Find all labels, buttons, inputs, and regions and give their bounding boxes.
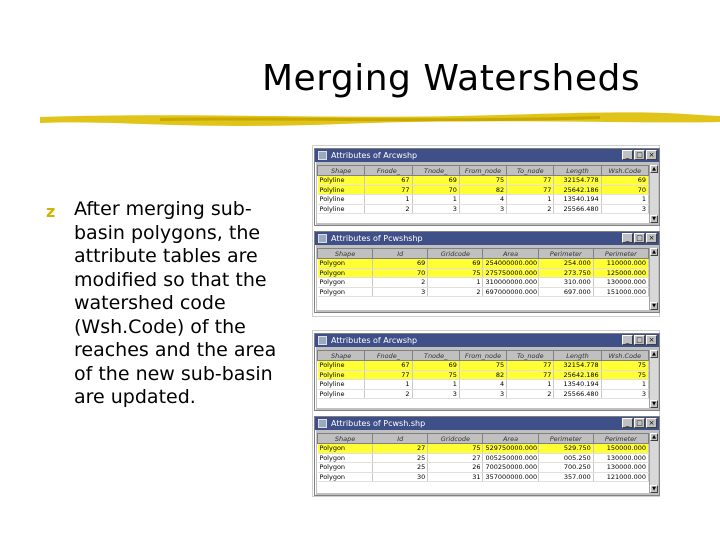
table-cell[interactable]: 75 <box>601 361 648 371</box>
column-header[interactable]: Gridcode <box>428 434 483 444</box>
column-header[interactable]: Perimeter <box>593 249 648 259</box>
table-cell[interactable]: 275750000.000 <box>483 268 538 278</box>
column-header[interactable]: Length <box>554 351 601 361</box>
maximize-button[interactable]: □ <box>634 150 645 160</box>
scroll-up-icon[interactable]: ▲ <box>650 350 658 358</box>
column-header[interactable]: Id <box>373 249 428 259</box>
table-cell[interactable]: 110000.000 <box>593 259 648 269</box>
table-cell[interactable]: 69 <box>373 259 428 269</box>
attributes-window-polys-before[interactable] <box>314 231 660 313</box>
table-cell[interactable]: Polygon <box>318 463 373 473</box>
table-cell[interactable]: 1 <box>507 195 554 205</box>
table-header-row <box>318 249 649 259</box>
column-header[interactable]: Shape <box>318 434 373 444</box>
table-row[interactable] <box>318 444 649 454</box>
window-title: Attributes of Pcwsh.shp <box>331 419 426 428</box>
table-cell[interactable]: Polyline <box>318 361 365 371</box>
table-cell[interactable]: 1 <box>601 380 648 390</box>
close-button[interactable]: × <box>646 335 657 345</box>
table-cell[interactable]: 25 <box>373 453 428 463</box>
close-button[interactable]: × <box>646 150 657 160</box>
maximize-button[interactable]: □ <box>634 418 645 428</box>
table-cell[interactable]: 77 <box>507 185 554 195</box>
minimize-button[interactable]: _ <box>622 418 633 428</box>
scroll-up-icon[interactable]: ▲ <box>650 165 658 173</box>
table-cell[interactable]: 77 <box>507 176 554 186</box>
table-cell[interactable]: 82 <box>459 185 506 195</box>
table-cell[interactable]: 31 <box>428 472 483 482</box>
table-cell[interactable]: 69 <box>428 259 483 269</box>
column-header[interactable]: Perimeter <box>593 434 648 444</box>
table-cell[interactable]: 26 <box>428 463 483 473</box>
table-row[interactable] <box>318 195 649 205</box>
scroll-up-icon[interactable]: ▲ <box>650 248 658 256</box>
table-cell[interactable]: 25566.480 <box>554 389 601 399</box>
table-cell[interactable]: 130000.000 <box>593 278 648 288</box>
column-header[interactable]: Area <box>483 249 538 259</box>
table-cell[interactable]: 77 <box>507 361 554 371</box>
table-cell[interactable]: 25642.186 <box>554 370 601 380</box>
table-cell[interactable]: Polyline <box>318 185 365 195</box>
table-row[interactable] <box>318 287 649 297</box>
table-cell[interactable]: 75 <box>459 361 506 371</box>
window-title: Attributes of Arcwshp <box>331 336 418 345</box>
table-cell[interactable]: 82 <box>459 370 506 380</box>
minimize-button[interactable]: _ <box>622 233 633 243</box>
attributes-window-arcs-after[interactable] <box>314 333 660 411</box>
table-cell[interactable]: 1 <box>507 380 554 390</box>
table-cell[interactable]: 529750000.000 <box>483 444 538 454</box>
table-cell[interactable]: 70 <box>601 185 648 195</box>
minimize-button[interactable]: _ <box>622 150 633 160</box>
table-cell[interactable]: 67 <box>365 176 412 186</box>
vertical-scrollbar[interactable] <box>649 165 658 223</box>
table-cell[interactable]: Polygon <box>318 268 373 278</box>
table-cell[interactable]: 75 <box>412 370 459 380</box>
table-cell[interactable]: 3 <box>412 204 459 214</box>
table-cell[interactable]: 151000.000 <box>593 287 648 297</box>
table-cell[interactable]: 1 <box>412 380 459 390</box>
column-header[interactable]: From_node <box>459 166 506 176</box>
table-row[interactable] <box>318 185 649 195</box>
table-row[interactable] <box>318 389 649 399</box>
table-cell[interactable]: 3 <box>459 204 506 214</box>
table-cell[interactable]: Polyline <box>318 370 365 380</box>
column-header[interactable]: Perimeter <box>538 249 593 259</box>
table-icon <box>318 234 327 243</box>
table-cell[interactable]: 25566.480 <box>554 204 601 214</box>
table-cell[interactable]: 125000.000 <box>593 268 648 278</box>
close-button[interactable]: × <box>646 233 657 243</box>
column-header[interactable]: From_node <box>459 351 506 361</box>
table-cell[interactable]: 310000000.000 <box>483 278 538 288</box>
table-cell[interactable]: Polyline <box>318 176 365 186</box>
window-titlebar[interactable] <box>315 232 659 245</box>
window-titlebar[interactable] <box>315 149 659 162</box>
table-cell[interactable]: 30 <box>373 472 428 482</box>
attributes-window-arcs-before[interactable] <box>314 148 660 226</box>
table-cell[interactable]: 273.750 <box>538 268 593 278</box>
table-row[interactable] <box>318 176 649 186</box>
table-row[interactable] <box>318 472 649 482</box>
window-title: Attributes of Arcwshp <box>331 151 418 160</box>
vertical-scrollbar[interactable] <box>649 433 658 493</box>
table-cell[interactable]: 32154.778 <box>554 176 601 186</box>
column-header[interactable]: Id <box>373 434 428 444</box>
bullet-text: After merging sub-basin polygons, the attribute tables are modified so that the watershed code (Wsh.Code) of the reaches and the area of the new sub-basin are updated. <box>74 198 277 408</box>
attributes-window-polys-after[interactable] <box>314 416 660 496</box>
table-cell[interactable]: 254000000.000 <box>483 259 538 269</box>
table-cell[interactable]: 2 <box>428 287 483 297</box>
attribute-table <box>317 248 649 310</box>
table-cell[interactable]: 150000.000 <box>593 444 648 454</box>
table-row[interactable] <box>318 380 649 390</box>
table-cell[interactable]: 3 <box>373 287 428 297</box>
scroll-down-icon[interactable]: ▼ <box>650 302 658 310</box>
table-row[interactable] <box>318 463 649 473</box>
table-cell[interactable]: 121000.000 <box>593 472 648 482</box>
table-cell[interactable]: 69 <box>412 361 459 371</box>
column-header[interactable]: Gridcode <box>428 249 483 259</box>
table-cell[interactable]: 3 <box>601 204 648 214</box>
table-row[interactable] <box>318 361 649 371</box>
table-cell[interactable]: Polygon <box>318 259 373 269</box>
minimize-button[interactable]: _ <box>622 335 633 345</box>
table-cell[interactable]: Polygon <box>318 287 373 297</box>
table-cell[interactable]: Polygon <box>318 472 373 482</box>
table-cell[interactable]: 70 <box>412 185 459 195</box>
vertical-scrollbar[interactable] <box>649 350 658 408</box>
table-cell[interactable]: Polyline <box>318 380 365 390</box>
table-cell[interactable]: 357.000 <box>538 472 593 482</box>
window-title: Attributes of Pcwshshp <box>331 234 423 243</box>
table-cell[interactable]: 2 <box>507 389 554 399</box>
table-cell[interactable]: 529.750 <box>538 444 593 454</box>
maximize-button[interactable]: □ <box>634 335 645 345</box>
table-cell[interactable]: Polygon <box>318 453 373 463</box>
column-header[interactable]: Shape <box>318 249 373 259</box>
table-cell[interactable]: 77 <box>365 370 412 380</box>
window-titlebar[interactable] <box>315 417 659 430</box>
table-icon <box>318 419 327 428</box>
table-cell[interactable]: 75 <box>459 176 506 186</box>
scroll-up-icon[interactable]: ▲ <box>650 433 658 441</box>
table-row[interactable] <box>318 370 649 380</box>
vertical-scrollbar[interactable] <box>649 248 658 310</box>
slide-title: Merging Watersheds <box>262 58 641 99</box>
table-cell[interactable]: 77 <box>507 370 554 380</box>
table-cell[interactable]: 1 <box>601 195 648 205</box>
table-cell[interactable]: 130000.000 <box>593 463 648 473</box>
table-cell[interactable]: 69 <box>412 176 459 186</box>
table-cell[interactable]: 75 <box>428 444 483 454</box>
table-cell[interactable]: 27 <box>428 453 483 463</box>
table-cell[interactable]: 697000000.000 <box>483 287 538 297</box>
table-cell[interactable]: 700.250 <box>538 463 593 473</box>
table-cell[interactable]: 3 <box>459 389 506 399</box>
scroll-down-icon[interactable]: ▼ <box>650 400 658 408</box>
attribute-table <box>317 350 649 408</box>
table-cell[interactable]: 32154.778 <box>554 361 601 371</box>
table-cell[interactable]: Polygon <box>318 444 373 454</box>
column-header[interactable]: Tnode_ <box>412 351 459 361</box>
title-underline <box>40 108 720 128</box>
table-cell[interactable]: 13540.194 <box>554 195 601 205</box>
table-cell[interactable]: 75 <box>601 370 648 380</box>
table-header-row <box>318 434 649 444</box>
column-header[interactable]: Wsh.Code <box>601 351 648 361</box>
column-header[interactable]: Shape <box>318 166 365 176</box>
scroll-down-icon[interactable]: ▼ <box>650 485 658 493</box>
close-button[interactable]: × <box>646 418 657 428</box>
table-cell[interactable]: 69 <box>601 176 648 186</box>
column-header[interactable]: Area <box>483 434 538 444</box>
table-cell[interactable]: Polygon <box>318 278 373 288</box>
table-cell[interactable]: 254.000 <box>538 259 593 269</box>
window-titlebar[interactable] <box>315 334 659 347</box>
table-cell[interactable]: 3 <box>601 389 648 399</box>
column-header[interactable]: Fnode_ <box>365 166 412 176</box>
table-cell[interactable]: 005250000.000 <box>483 453 538 463</box>
table-cell[interactable]: 25 <box>373 463 428 473</box>
table-header-row <box>318 166 649 176</box>
table-cell[interactable]: 130000.000 <box>593 453 648 463</box>
table-cell[interactable]: 1 <box>365 195 412 205</box>
table-cell[interactable]: 3 <box>412 389 459 399</box>
table-cell[interactable]: 4 <box>459 195 506 205</box>
table-cell[interactable]: 357000000.000 <box>483 472 538 482</box>
bullet-point <box>46 198 286 410</box>
column-header[interactable]: Fnode_ <box>365 351 412 361</box>
table-row[interactable] <box>318 268 649 278</box>
table-cell[interactable]: Polyline <box>318 204 365 214</box>
table-cell[interactable]: 005.250 <box>538 453 593 463</box>
table-cell[interactable]: Polyline <box>318 389 365 399</box>
column-header[interactable]: To_node <box>507 166 554 176</box>
table-cell[interactable]: 70 <box>373 268 428 278</box>
table-cell[interactable]: 4 <box>459 380 506 390</box>
attribute-table <box>317 165 649 223</box>
column-header[interactable]: Tnode_ <box>412 166 459 176</box>
table-row[interactable] <box>318 278 649 288</box>
table-cell[interactable]: 13540.194 <box>554 380 601 390</box>
table-cell[interactable]: 2 <box>507 204 554 214</box>
table-row[interactable] <box>318 204 649 214</box>
table-icon <box>318 336 327 345</box>
table-icon <box>318 151 327 160</box>
column-header[interactable]: Perimeter <box>538 434 593 444</box>
table-header-row <box>318 351 649 361</box>
table-row[interactable] <box>318 259 649 269</box>
table-cell[interactable]: 67 <box>365 361 412 371</box>
table-cell[interactable]: 2 <box>365 389 412 399</box>
maximize-button[interactable]: □ <box>634 233 645 243</box>
table-cell[interactable]: 2 <box>373 278 428 288</box>
table-cell[interactable]: 27 <box>373 444 428 454</box>
table-cell[interactable]: 2 <box>365 204 412 214</box>
table-cell[interactable]: 310.000 <box>538 278 593 288</box>
table-cell[interactable]: Polyline <box>318 195 365 205</box>
bullet-icon: z <box>46 202 56 221</box>
table-row[interactable] <box>318 453 649 463</box>
table-cell[interactable]: 1 <box>428 278 483 288</box>
table-cell[interactable]: 700250000.000 <box>483 463 538 473</box>
column-header[interactable]: Length <box>554 166 601 176</box>
table-cell[interactable]: 77 <box>365 185 412 195</box>
table-cell[interactable]: 697.000 <box>538 287 593 297</box>
table-cell[interactable]: 75 <box>428 268 483 278</box>
column-header[interactable]: Shape <box>318 351 365 361</box>
column-header[interactable]: Wsh.Code <box>601 166 648 176</box>
table-cell[interactable]: 1 <box>412 195 459 205</box>
table-cell[interactable]: 25642.186 <box>554 185 601 195</box>
scroll-down-icon[interactable]: ▼ <box>650 215 658 223</box>
table-cell[interactable]: 1 <box>365 380 412 390</box>
attribute-table <box>317 433 649 493</box>
column-header[interactable]: To_node <box>507 351 554 361</box>
